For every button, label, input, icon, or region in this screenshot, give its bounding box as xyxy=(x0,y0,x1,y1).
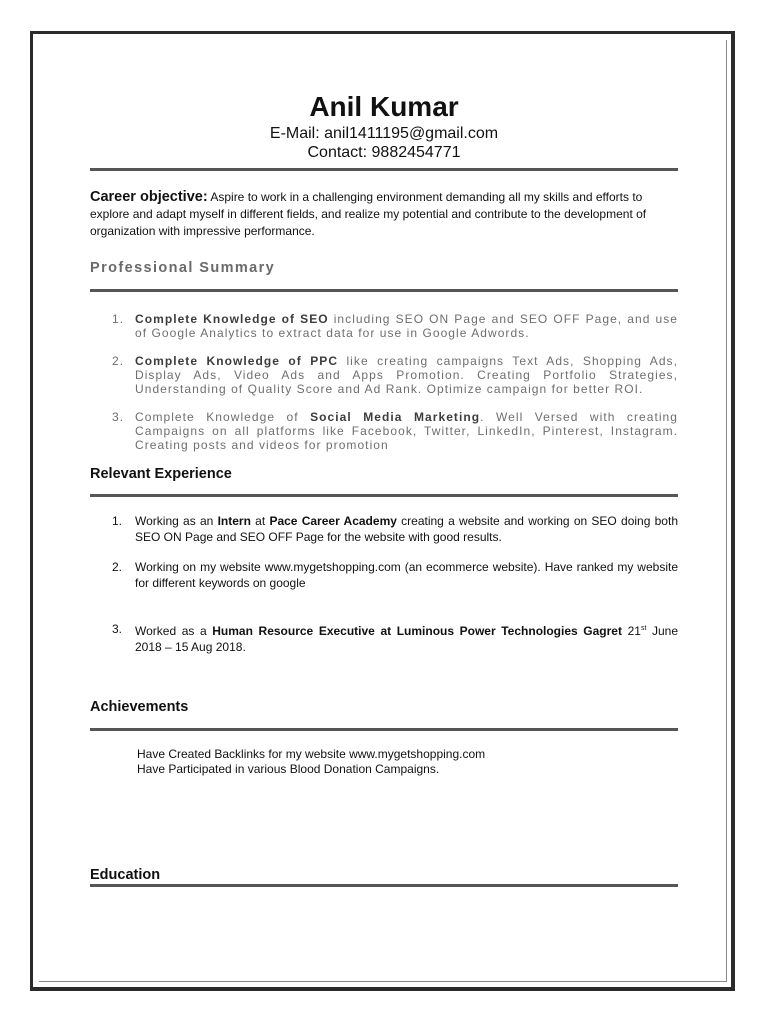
header-rule xyxy=(90,168,678,171)
education-rule xyxy=(90,884,678,887)
list-item-text: Worked as a xyxy=(135,624,213,638)
list-item xyxy=(90,513,678,545)
list-item-text: Complete Knowledge of xyxy=(135,410,311,424)
achievement-line: Have Created Backlinks for my website www.mygetshopping.com xyxy=(137,747,486,761)
contact-line: Contact: 9882454771 xyxy=(307,144,461,161)
list-number: 3. xyxy=(112,622,123,636)
list-item xyxy=(90,621,678,655)
achievements-title: Achievements xyxy=(90,699,189,715)
candidate-name: Anil Kumar xyxy=(309,91,459,122)
list-number: 1. xyxy=(112,312,125,326)
achievement-line: Have Participated in various Blood Donation Campaigns. xyxy=(137,762,440,776)
professional-summary-rule xyxy=(90,289,678,292)
achievements-rule xyxy=(90,728,678,731)
list-item xyxy=(90,410,678,452)
education-title: Education xyxy=(90,867,161,883)
list-item xyxy=(90,354,678,396)
list-item-text: Working on my website www.mygetshopping.com (an ecommerce website). Have ranked my website for different keywords on google xyxy=(135,560,678,590)
list-item-bold: Intern xyxy=(217,514,251,528)
list-item-text: . Well Versed with creating Campaigns on all platforms like Facebook, Twitter, LinkedIn, Pinterest, Instagram. Creating posts and videos for promotion xyxy=(135,410,678,452)
list-item-bold: Pace Career Academy xyxy=(269,514,397,528)
relevant-experience-title: Relevant Experience xyxy=(90,466,232,482)
career-objective-text: Aspire to work in a challenging environment demanding all my skills and efforts to explore and adapt myself in different fields, and realize my potential and contribute to the development of organization with impressive performance. xyxy=(90,190,647,238)
list-item-text: June 2018 – 15 Aug 2018. xyxy=(135,624,679,654)
list-item-bold: Complete Knowledge of PPC xyxy=(135,354,339,368)
email-line: E-Mail: anil1411195@gmail.com xyxy=(269,125,499,142)
list-number: 3. xyxy=(112,410,125,424)
list-item-text: including SEO ON Page and SEO OFF Page, and use of Google Analytics to extract data for use in Google Adwords. xyxy=(135,312,678,340)
list-item xyxy=(90,559,678,591)
relevant-experience-rule xyxy=(90,494,678,497)
superscript: st xyxy=(640,625,647,632)
list-item-text: at xyxy=(250,514,270,528)
list-item-text: Working as an xyxy=(135,514,218,528)
list-item xyxy=(90,312,678,340)
list-number: 1. xyxy=(112,514,123,528)
professional-summary-title: Professional Summary xyxy=(90,260,276,276)
list-item-bold: Social Media Marketing xyxy=(310,410,481,424)
resume-content xyxy=(90,90,678,887)
professional-summary-list xyxy=(90,312,678,452)
list-number: 2. xyxy=(112,354,125,368)
list-item-text: 21 xyxy=(621,624,641,638)
list-item-text: like creating campaigns Text Ads, Shopping Ads, Display Ads, Video Ads and Apps Promotion. Creating Portfolio Strategies, Understanding of Quality Score and Ad Rank. Optimize campaign for better ROI. xyxy=(135,354,678,396)
career-objective xyxy=(90,189,678,240)
list-number: 2. xyxy=(112,560,123,574)
career-objective-label: Career objective: xyxy=(90,189,208,205)
relevant-experience-list xyxy=(90,513,678,655)
list-item-text: creating a website and working on SEO doing both SEO ON Page and SEO OFF Page for the website with good results. xyxy=(135,514,678,544)
list-item-bold: Complete Knowledge of SEO xyxy=(135,312,329,326)
list-item-bold: Human Resource Executive at Luminous Power Technologies Gagret xyxy=(212,624,622,638)
achievements-list xyxy=(90,747,678,777)
